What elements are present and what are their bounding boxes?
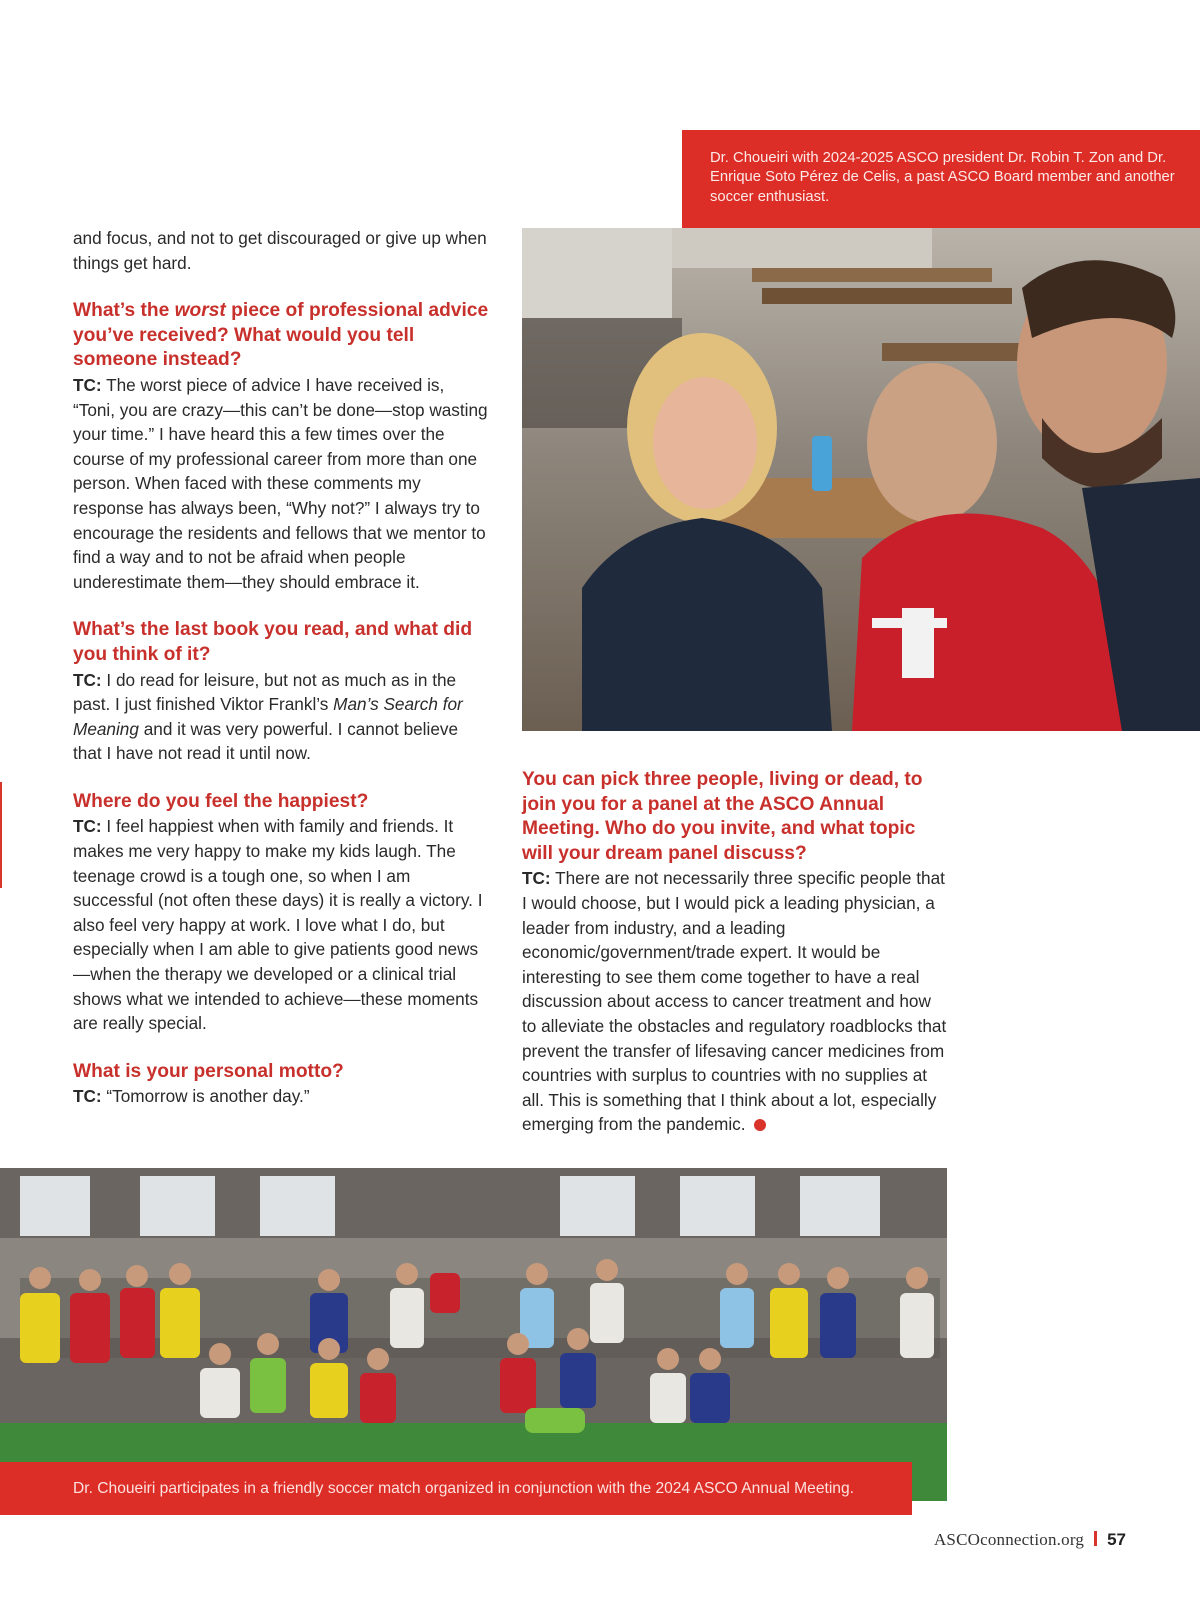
left-column	[73, 226, 491, 1109]
answer-worst-advice: TC: The worst piece of advice I have received is, “Toni, you are crazy—this can’t be done—stop wasting your time.” I have heard this a few times over the course of my professional career from more than one person. When faced with these comments my response has always been, “Why not?” I always try to encourage the residents and fellows that we mentor to find a way and to not be afraid when people underestimate them—they should embrace it.	[73, 374, 488, 592]
answer-motto: TC: “Tomorrow is another day.”	[73, 1086, 310, 1107]
answer-last-book: TC: I do read for leisure, but not as much as in the past. I just finished Viktor Frankl’s Man’s Search for Meaning and it was very powerful. I cannot believe that I have not read it until now.	[73, 669, 463, 764]
answer-dream-panel: TC: There are not necessarily three specific people that I would choose, but I would pick a leading physician, a leader from industry, and a leading economic/government/trade expert. It would be interesting to see them come together to have a real discussion about access to cancer treatment and how to alleviate the obstacles and regulatory roadblocks that prevent the transfer of lifesaving cancer medicines from countries with surplus to countries with no supplies at all. This is something that I think about a lot, especially emerging from the pandemic.	[522, 868, 947, 1135]
page-footer	[934, 1530, 1126, 1550]
selfie-photo	[522, 228, 1200, 731]
answer-happiest: TC: I feel happiest when with family and friends. It makes me very happy to make my kids laugh. The teenage crowd is a tough one, so when I am successful (not often these days) it is really a victory. I also feel very happy at work. I love what I do, but especially when I am able to give patients good news—when the therapy we developed or a clinical trial shows what we intended to achieve—these moments are really special.	[73, 816, 483, 1034]
end-mark-icon	[754, 1119, 766, 1131]
footer-divider	[1094, 1531, 1097, 1546]
intro-paragraph: and focus, and not to get discouraged or give up when things get hard.	[73, 228, 487, 273]
question-happiest: Where do you feel the happiest?	[73, 790, 369, 812]
soccer-group-photo	[0, 1168, 947, 1501]
right-column	[522, 768, 947, 1137]
question-last-book: What’s the last book you read, and what did you think of it?	[73, 619, 473, 665]
question-dream-panel: You can pick three people, living or dead, to join you for a panel at the ASCO Annual Meeting. Who do you invite, and what topic will your dream panel discuss?	[522, 769, 923, 864]
footer-site: ASCOconnection.org	[933, 1530, 1085, 1549]
page-number: 57	[1107, 1530, 1126, 1549]
photo-caption-bottom: Dr. Choueiri participates in a friendly soccer match organized in conjunction with the 2024 ASCO Annual Meeting.	[0, 1462, 912, 1515]
question-worst-advice: What’s the worst piece of professional advice you’ve received? What would you tell someone instead?	[73, 300, 489, 371]
photo-caption-top: Dr. Choueiri with 2024-2025 ASCO president Dr. Robin T. Zon and Dr. Enrique Soto Pérez de Celis, a past ASCO Board member and another soccer enthusiast.	[682, 130, 1200, 228]
question-motto: What is your personal motto?	[73, 1060, 344, 1082]
margin-rule	[0, 782, 2, 888]
